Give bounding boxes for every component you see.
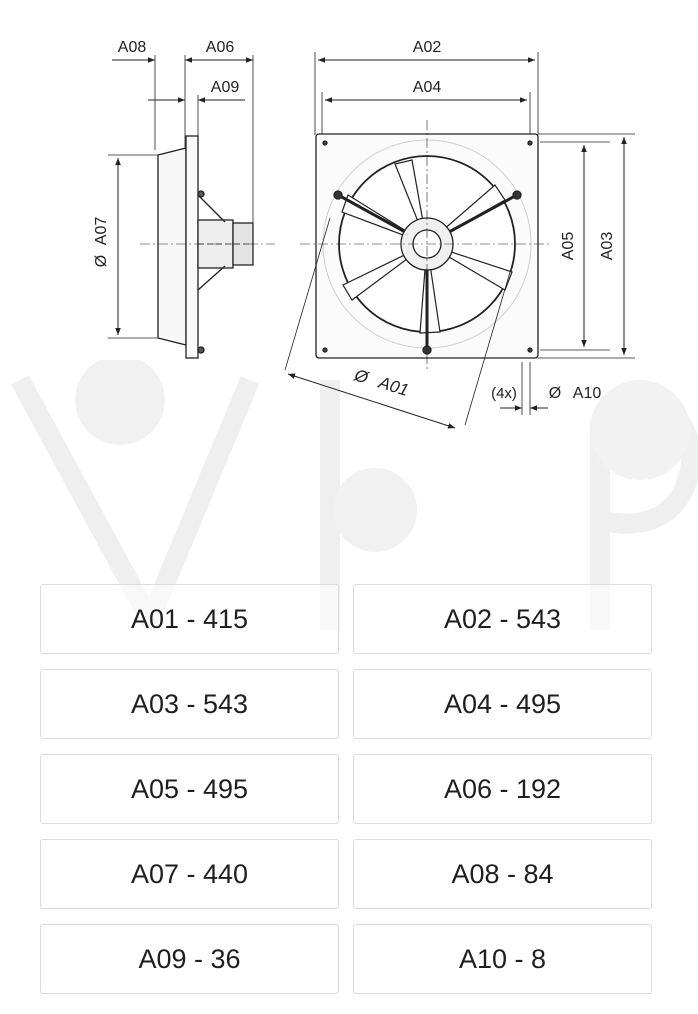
label-a02: A02 [412, 39, 442, 56]
side-view [108, 55, 275, 358]
dimension-a04: A04 - 495 [353, 669, 652, 739]
label-a05: A05 [560, 231, 577, 261]
diameter-symbol-a10: Ø [548, 385, 562, 402]
front-view [285, 52, 635, 428]
svg-text:Ø A07 [93, 217, 110, 268]
label-a08: A08 [117, 39, 147, 56]
dimension-a07: A07 - 440 [40, 839, 339, 909]
dimension-a08: A08 - 84 [353, 839, 652, 909]
label-a09: A09 [210, 79, 240, 96]
svg-text:Ø A10 [549, 385, 602, 402]
label-a10: A10 [572, 385, 602, 402]
svg-text:Ø A01 [351, 365, 411, 400]
label-a06: A06 [205, 39, 235, 56]
diameter-symbol: Ø [93, 254, 110, 268]
dimension-table [40, 584, 654, 994]
dimension-a01: A01 - 415 [40, 584, 339, 654]
diameter-symbol-a01: Ø [352, 365, 371, 388]
dimension-a09: A09 - 36 [40, 924, 339, 994]
label-4x: (4x) [491, 385, 517, 402]
dimension-a05: A05 - 495 [40, 754, 339, 824]
dimension-a03: A03 - 543 [40, 669, 339, 739]
dimension-a10: A10 - 8 [353, 924, 652, 994]
label-a01: A01 [376, 372, 411, 400]
label-a07: A07 [93, 216, 110, 246]
label-a04: A04 [412, 79, 442, 96]
dimension-a06: A06 - 192 [353, 754, 652, 824]
label-a03: A03 [599, 231, 616, 261]
dimension-a02: A02 - 543 [353, 584, 652, 654]
